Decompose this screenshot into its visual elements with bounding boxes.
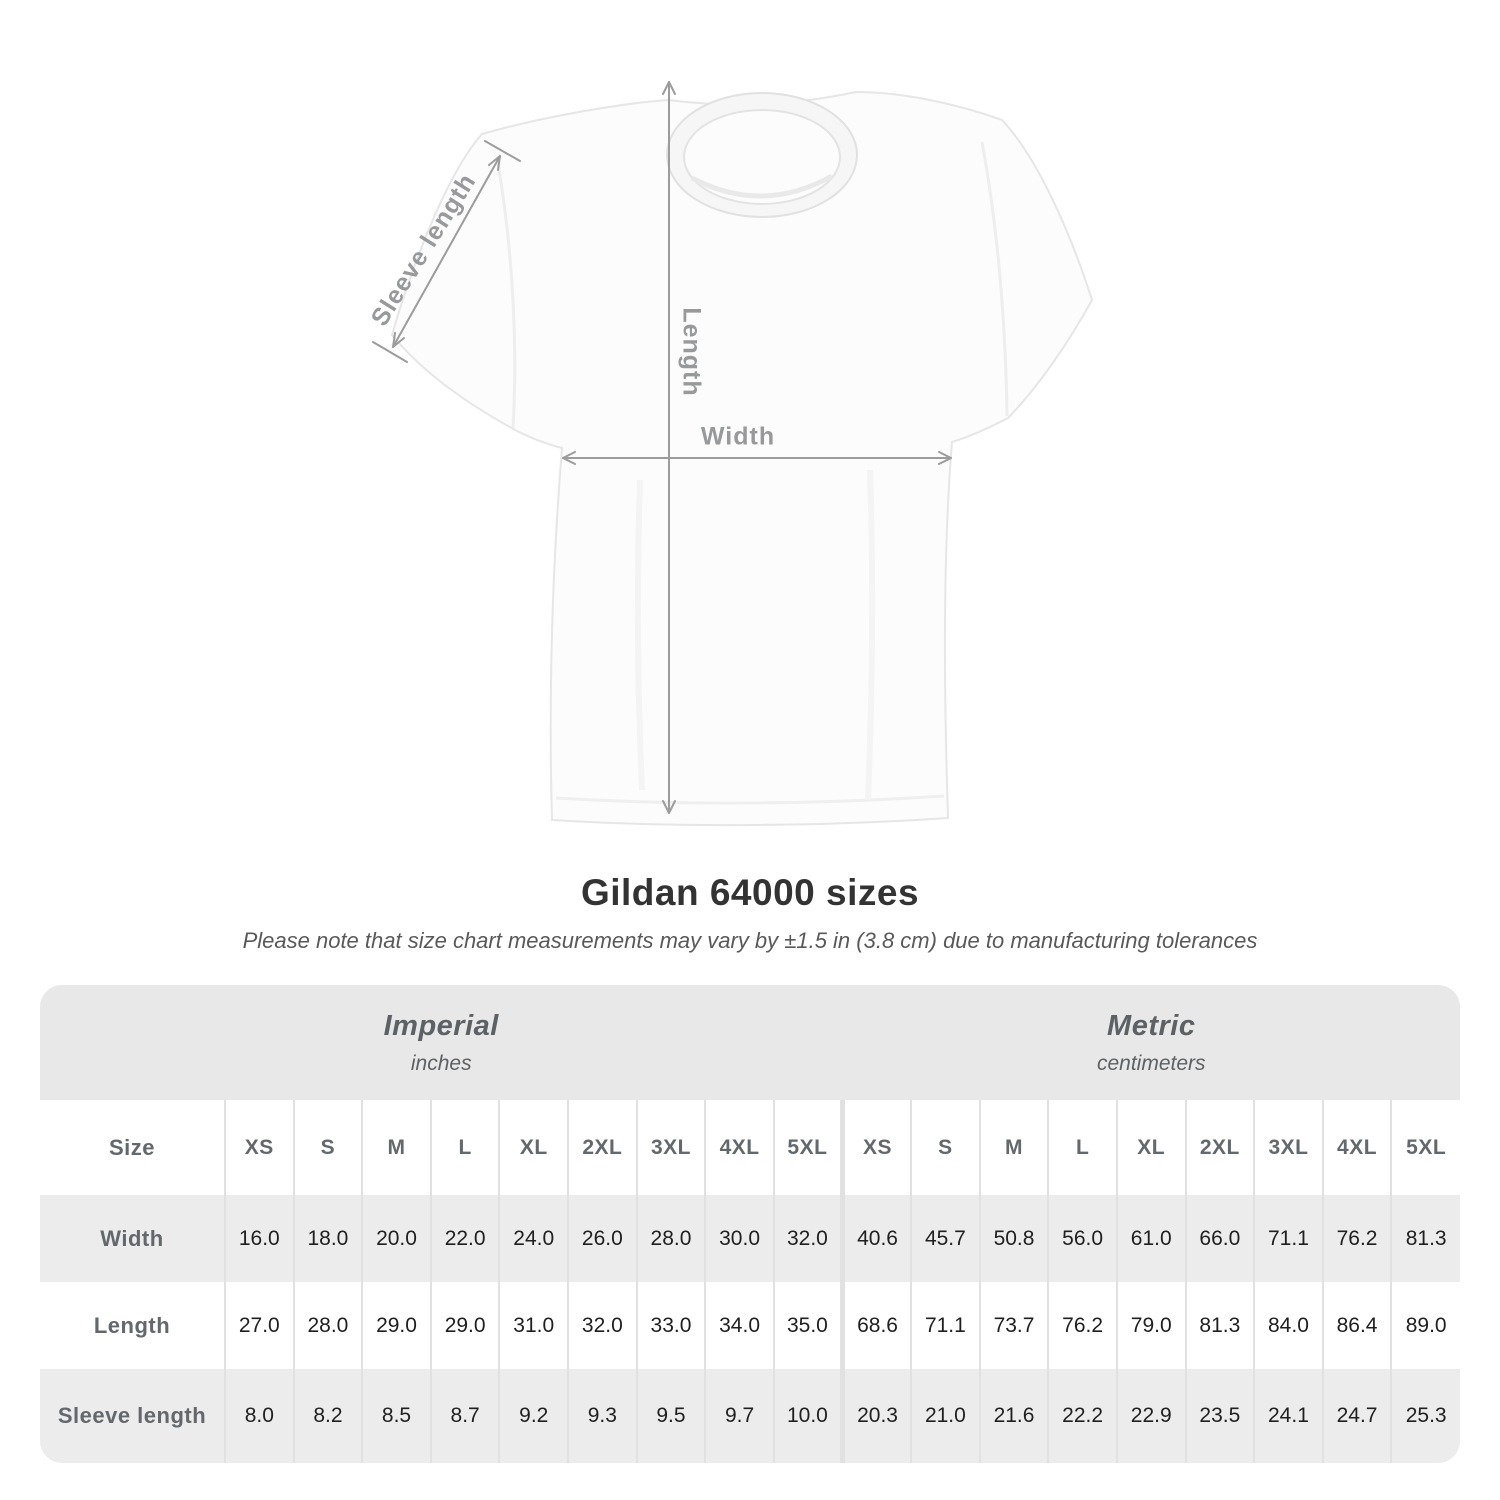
row-label: Sleeve length <box>40 1369 225 1463</box>
table-cell: 24.7 <box>1323 1369 1392 1463</box>
table-cell: 32.0 <box>568 1282 637 1369</box>
size-label: Size <box>40 1100 225 1195</box>
metric-group-unit: centimeters <box>1096 1051 1206 1075</box>
table-cell: 8.2 <box>294 1369 363 1463</box>
table-cell: 45.7 <box>911 1195 980 1282</box>
table-cell: 71.1 <box>911 1282 980 1369</box>
table-cell: 68.6 <box>842 1282 911 1369</box>
table-cell: 25.3 <box>1391 1369 1460 1463</box>
size-header-row <box>40 1100 1460 1195</box>
metric-group-header <box>842 985 1460 1100</box>
page-subtitle: Please note that size chart measurements may vary by ±1.5 in (3.8 cm) due to manufacturing tolerances <box>242 928 1258 953</box>
size-col-header: 2XL <box>568 1100 637 1195</box>
imperial-group-unit: inches <box>410 1051 472 1075</box>
collar-inner <box>684 110 840 204</box>
size-col-header: XS <box>225 1100 294 1195</box>
row-label: Length <box>40 1282 225 1369</box>
size-col-header: M <box>362 1100 431 1195</box>
table-cell: 16.0 <box>225 1195 294 1282</box>
table-cell: 89.0 <box>1391 1282 1460 1369</box>
table-cell: 61.0 <box>1117 1195 1186 1282</box>
size-col-header: 3XL <box>637 1100 706 1195</box>
table-cell: 21.6 <box>980 1369 1049 1463</box>
table-cell: 27.0 <box>225 1282 294 1369</box>
metric-group-name: Metric <box>1107 1009 1196 1042</box>
row-label: Width <box>40 1195 225 1282</box>
table-cell: 32.0 <box>774 1195 843 1282</box>
table-cell: 71.1 <box>1254 1195 1323 1282</box>
table-cell: 76.2 <box>1323 1195 1392 1282</box>
size-col-header: 4XL <box>1323 1100 1392 1195</box>
table-cell: 18.0 <box>294 1195 363 1282</box>
size-col-header: 5XL <box>774 1100 843 1195</box>
table-cell: 9.2 <box>499 1369 568 1463</box>
size-col-header: 4XL <box>705 1100 774 1195</box>
table-cell: 76.2 <box>1048 1282 1117 1369</box>
size-col-header: 5XL <box>1391 1100 1460 1195</box>
table-cell: 8.5 <box>362 1369 431 1463</box>
table-cell: 66.0 <box>1186 1195 1255 1282</box>
table-cell: 9.7 <box>705 1369 774 1463</box>
table-cell: 81.3 <box>1391 1195 1460 1282</box>
table-cell: 40.6 <box>842 1195 911 1282</box>
size-col-header: XS <box>842 1100 911 1195</box>
length-row <box>40 1282 1460 1369</box>
size-col-header: 2XL <box>1186 1100 1255 1195</box>
size-col-header: S <box>911 1100 980 1195</box>
size-col-header: L <box>431 1100 500 1195</box>
page-title: Gildan 64000 sizes <box>580 872 920 913</box>
imperial-group-name: Imperial <box>383 1009 499 1042</box>
table-cell: 28.0 <box>637 1195 706 1282</box>
table-cell: 79.0 <box>1117 1282 1186 1369</box>
width-label: Width <box>700 422 776 451</box>
width-row <box>40 1195 1460 1282</box>
table-cell: 20.0 <box>362 1195 431 1282</box>
size-chart-table <box>40 985 1460 1463</box>
table-cell: 29.0 <box>362 1282 431 1369</box>
table-cell: 30.0 <box>705 1195 774 1282</box>
size-col-header: M <box>980 1100 1049 1195</box>
unit-group-row <box>40 985 1460 1100</box>
table-cell: 84.0 <box>1254 1282 1323 1369</box>
size-col-header: XL <box>1117 1100 1186 1195</box>
table-cell: 9.5 <box>637 1369 706 1463</box>
imperial-group-header <box>40 985 842 1100</box>
table-cell: 26.0 <box>568 1195 637 1282</box>
table-cell: 73.7 <box>980 1282 1049 1369</box>
size-col-header: S <box>294 1100 363 1195</box>
table-cell: 10.0 <box>774 1369 843 1463</box>
size-col-header: 3XL <box>1254 1100 1323 1195</box>
sleeve-length-row <box>40 1369 1460 1463</box>
table-cell: 29.0 <box>431 1282 500 1369</box>
table-cell: 8.7 <box>431 1369 500 1463</box>
table-cell: 21.0 <box>911 1369 980 1463</box>
table-cell: 22.9 <box>1117 1369 1186 1463</box>
table-cell: 56.0 <box>1048 1195 1117 1282</box>
table-cell: 86.4 <box>1323 1282 1392 1369</box>
table-cell: 35.0 <box>774 1282 843 1369</box>
table-cell: 24.0 <box>499 1195 568 1282</box>
table-cell: 33.0 <box>637 1282 706 1369</box>
length-label: Length <box>677 307 706 397</box>
size-col-header: L <box>1048 1100 1117 1195</box>
table-cell: 50.8 <box>980 1195 1049 1282</box>
table-cell: 22.2 <box>1048 1369 1117 1463</box>
table-cell: 28.0 <box>294 1282 363 1369</box>
table-cell: 9.3 <box>568 1369 637 1463</box>
table-cell: 20.3 <box>842 1369 911 1463</box>
table-cell: 22.0 <box>431 1195 500 1282</box>
table-cell: 8.0 <box>225 1369 294 1463</box>
size-col-header: XL <box>499 1100 568 1195</box>
sleeve-length-label: Sleeve length <box>365 168 482 332</box>
table-cell: 81.3 <box>1186 1282 1255 1369</box>
table-cell: 23.5 <box>1186 1369 1255 1463</box>
table-cell: 31.0 <box>499 1282 568 1369</box>
table-cell: 24.1 <box>1254 1369 1323 1463</box>
table-cell: 34.0 <box>705 1282 774 1369</box>
